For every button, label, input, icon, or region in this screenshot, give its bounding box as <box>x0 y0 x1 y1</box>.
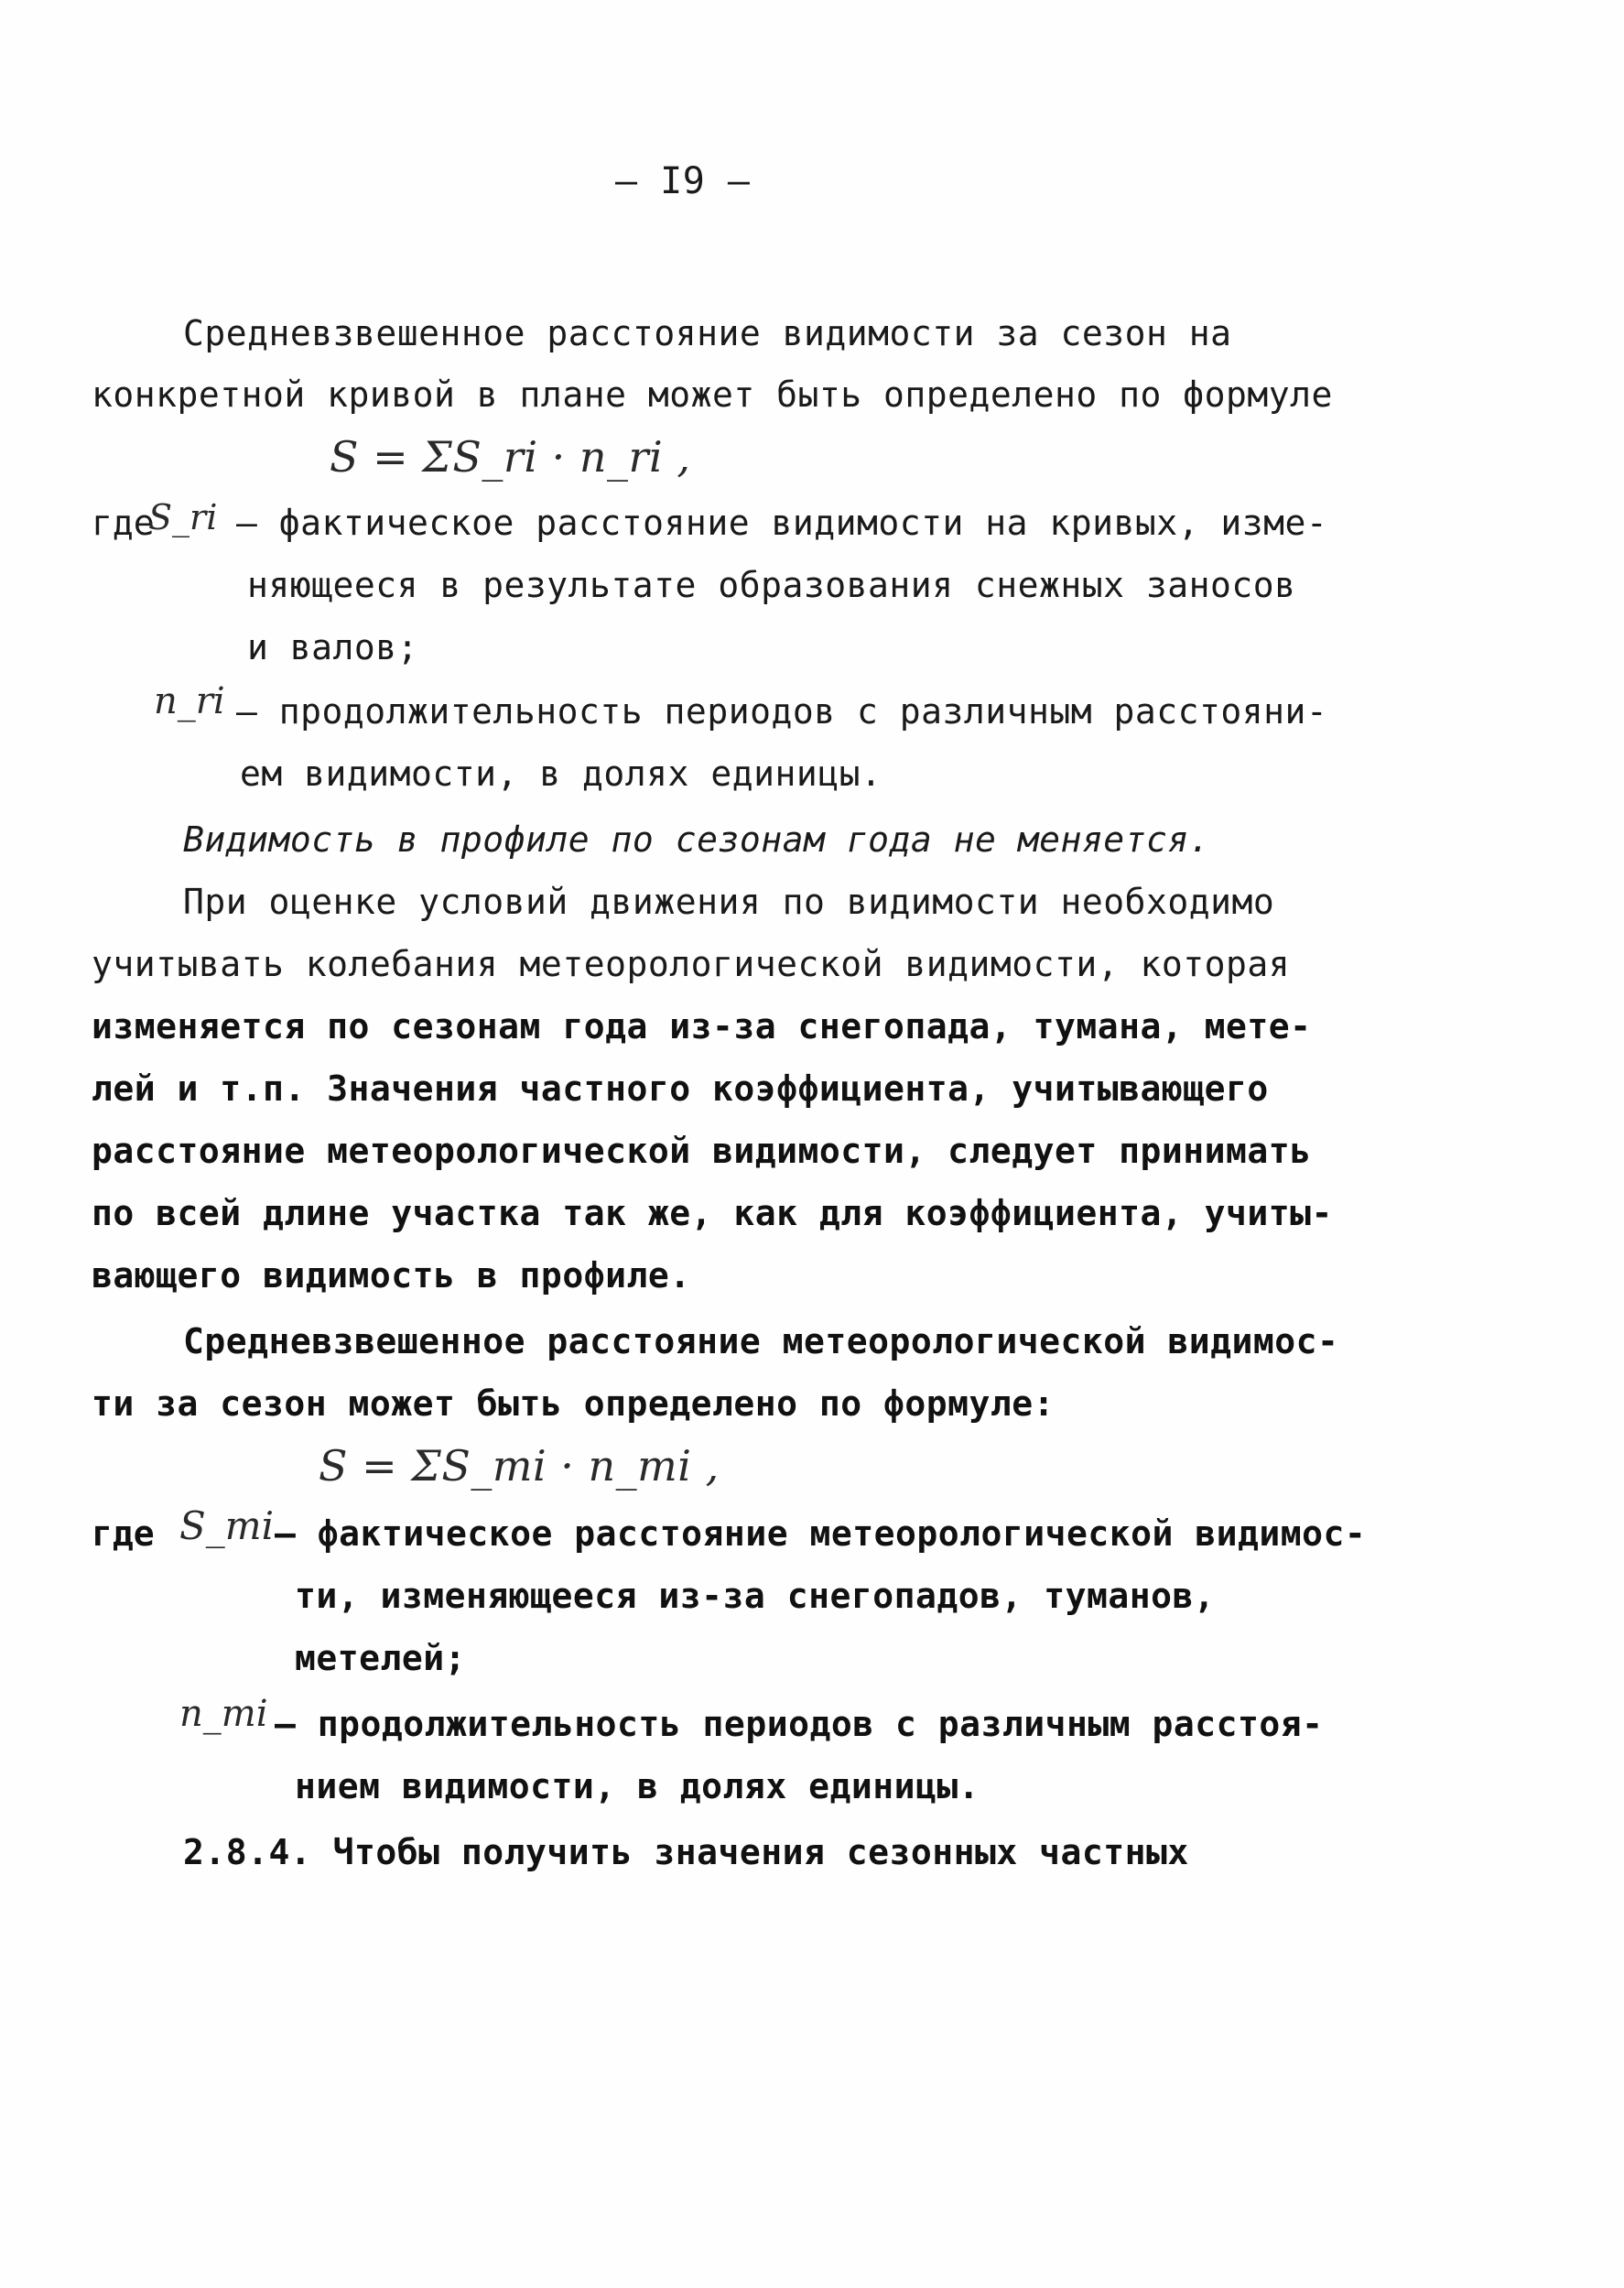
def4-line2: нием видимости, в долях единицы. <box>295 1766 980 1806</box>
page-number: – I9 – <box>615 160 751 202</box>
def2-line2: ем видимости, в долях единицы. <box>240 754 882 794</box>
p3-line6: по всей длине участка так же, как для коэффициента, учиты- <box>92 1193 1333 1233</box>
p5-line1: 2.8.4. Чтобы получить значения сезонных частных <box>183 1832 1189 1872</box>
p4-line2: ти за сезон может быть определено по формуле: <box>92 1383 1056 1424</box>
p4-line1: Средневзвешенное расстояние метеорологической видимос- <box>183 1321 1339 1361</box>
p3-line7: вающего видимость в профиле. <box>92 1255 691 1296</box>
def1-line3: и валов; <box>247 627 419 667</box>
def3-line2: ти, изменяющееся из-за снегопадов, туманов, <box>295 1576 1216 1616</box>
formula-1: S = ΣS_ri · n_ri , <box>330 432 691 482</box>
def4-symbol: n_mi <box>179 1693 268 1735</box>
p3-line5: расстояние метеорологической видимости, следует принимать <box>92 1131 1312 1171</box>
def1-where-label: где <box>92 503 155 543</box>
def1-line1: – фактическое расстояние видимости на кривых, изме- <box>236 503 1328 543</box>
p1-line1: Средневзвешенное расстояние видимости за сезон на <box>183 313 1232 353</box>
def3-symbol: S_mi <box>179 1503 275 1548</box>
p2-line1: Видимость в профиле по сезонам года не меняется. <box>183 819 1211 860</box>
def1-line2: няющееся в результате образования снежных заносов <box>247 565 1296 605</box>
def4-line1: – продолжительность периодов с различным расстоя- <box>275 1704 1324 1744</box>
p3-line1: При оценке условий движения по видимости необходимо <box>183 882 1275 922</box>
def3-line1: – фактическое расстояние метеорологической видимос- <box>275 1513 1367 1554</box>
def1-symbol: S_ri <box>148 497 218 537</box>
p3-line2: учитывать колебания метеорологической видимости, которая <box>92 944 1291 984</box>
p1-line2: конкретной кривой в плане может быть определено по формуле <box>92 374 1333 415</box>
def2-line1: – продолжительность периодов с различным расстояни- <box>236 691 1328 732</box>
p3-line4: лей и т.п. Значения частного коэффициента, учитывающего <box>92 1068 1269 1109</box>
p3-line3: изменяется по сезонам года из-за снегопада, тумана, мете- <box>92 1006 1312 1046</box>
formula-2: S = ΣS_mi · n_mi , <box>319 1441 720 1491</box>
def3-line3: метелей; <box>295 1638 467 1678</box>
def2-symbol: n_ri <box>154 680 225 722</box>
def3-where-label: где <box>92 1513 155 1554</box>
